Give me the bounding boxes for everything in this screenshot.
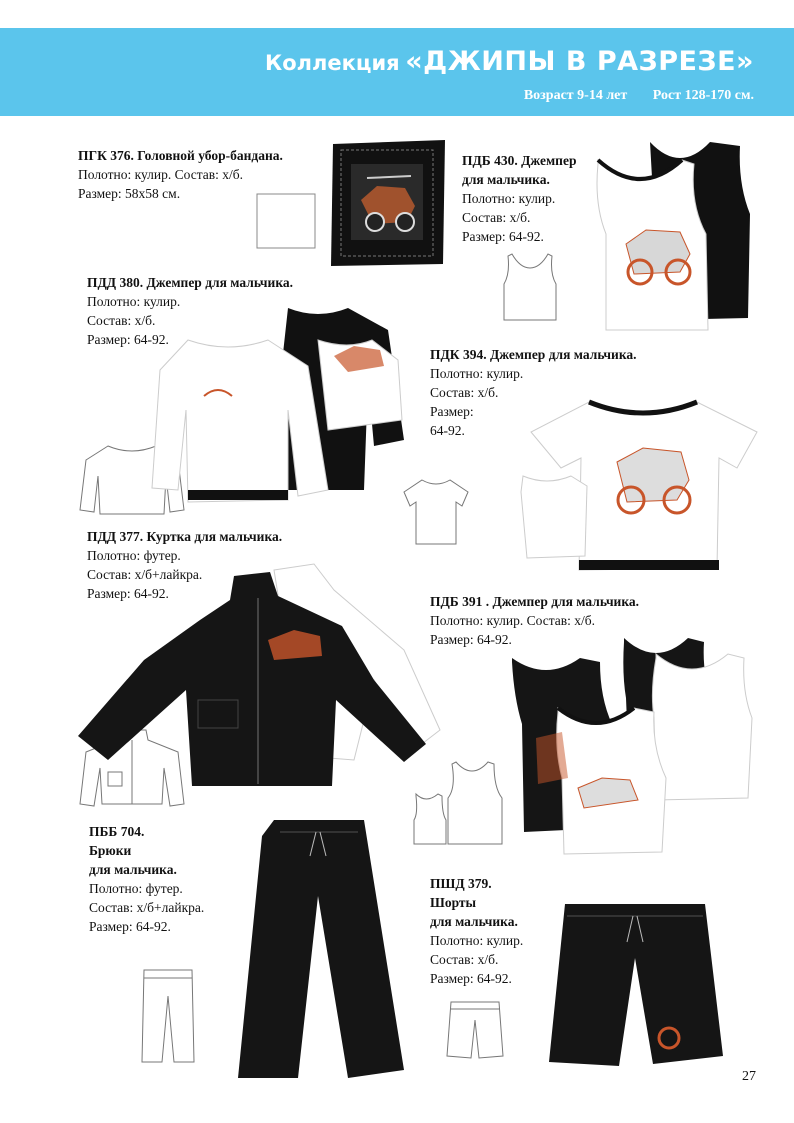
product-pgk376-description: ПГК 376. Головной убор-бандана. Полотно: кулир. Состав: х/б. Размер: 58х58 см. [78, 148, 283, 201]
product-pdb430-description: ПДБ 430. Джемпер для мальчика. Полотно: кулир. Состав: х/б. Размер: 64-92. [462, 153, 577, 244]
height-range: Рост 128-170 см. [652, 88, 754, 103]
product-pdd380-description: ПДД 380. Джемпер для мальчика. Полотно: кулир. Состав: х/б. Размер: 64-92. [87, 275, 294, 347]
collection-title: Коллекция «ДЖИПЫ В РАЗРЕЗЕ» [265, 46, 754, 77]
tshirt-sketch [402, 476, 470, 548]
product-pdb391-description: ПДБ 391 . Джемпер для мальчика. Полотно: кулир. Состав: х/б. Размер: 64-92. [430, 594, 640, 647]
tank-top-sketch [500, 250, 560, 325]
tshirt-photo [517, 396, 762, 574]
product-pbb704-description: ПББ 704. Брюки для мальчика. Полотно: футер. Состав: х/б+лайкра. Размер: 64-92. [89, 824, 205, 934]
shorts-sketch [445, 998, 505, 1062]
product-pshd379-description: ПШД 379. Шорты для мальчика. Полотно: кулир. Состав: х/б. Размер: 64-92. [430, 876, 524, 986]
singlets-photo [506, 628, 756, 856]
longsleeve-photo [148, 300, 408, 510]
shorts-photo [545, 898, 725, 1070]
bandana-photo [327, 138, 447, 268]
trousers-photo [218, 816, 408, 1080]
age-range: Возраст 9-14 лет [523, 88, 628, 103]
product-pdk394-description: ПДК 394. Джемпер для мальчика. Полотно: кулир. Состав: х/б. Размер: 64-92. [430, 347, 637, 438]
collection-subtitle [524, 88, 754, 104]
jacket-photo [74, 560, 444, 790]
product-pdd377-description: ПДД 377. Куртка для мальчика. Полотно: футер. Состав: х/б+лайкра. Размер: 64-92. [87, 529, 283, 601]
collection-header [0, 28, 794, 116]
bandana-sketch [255, 192, 317, 250]
page-number: 27 [742, 1069, 756, 1084]
tank-tops-photo [590, 134, 755, 334]
trousers-sketch [138, 966, 198, 1066]
singlets-sketch [410, 758, 510, 848]
